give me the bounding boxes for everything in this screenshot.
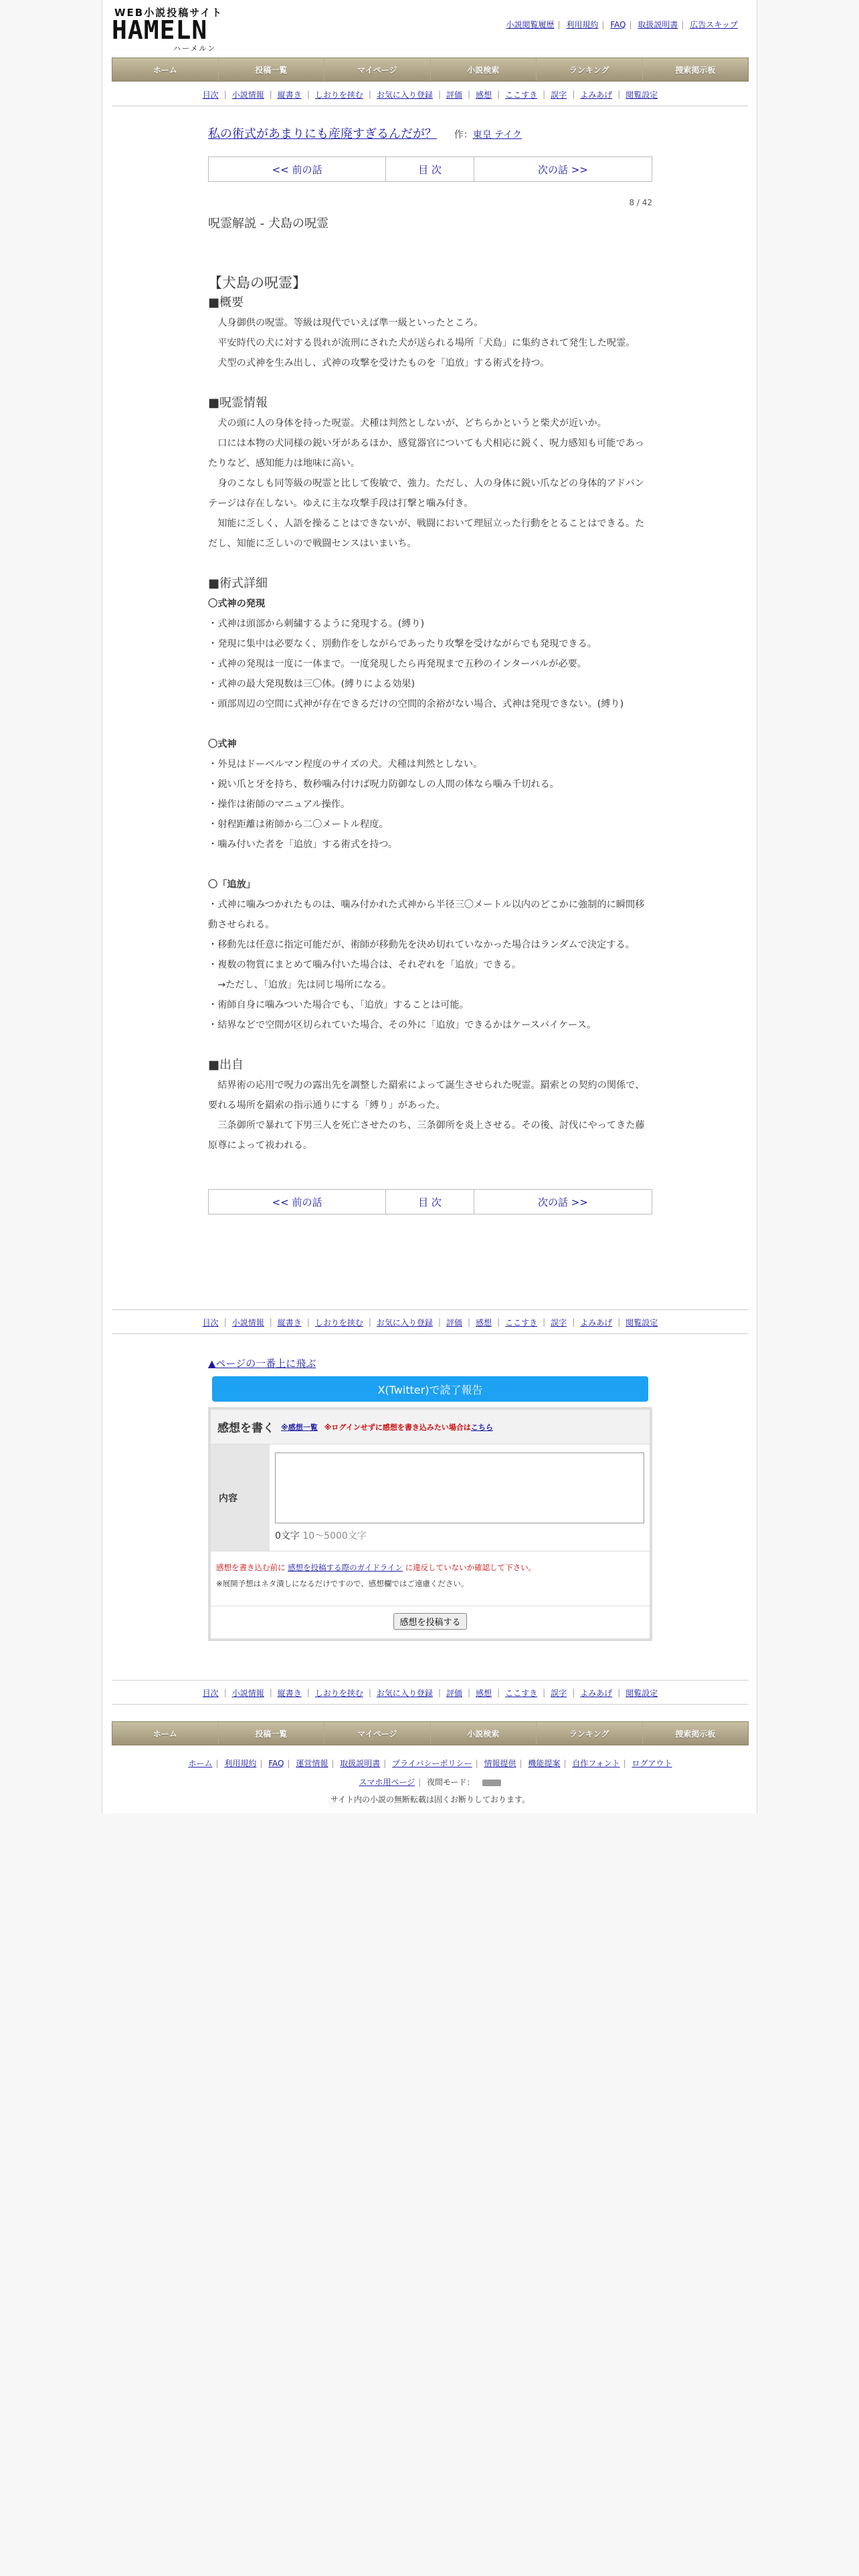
episode-count: 8 / 42: [629, 198, 652, 207]
footer-operator-link[interactable]: 運営情報: [296, 1759, 328, 1768]
footer-faq-link[interactable]: FAQ: [268, 1759, 284, 1768]
nav-posts[interactable]: 投稿一覧: [219, 1722, 325, 1745]
body-line: ・式神は頭部から刺繍するように発現する。(縛り): [208, 619, 425, 629]
footer-info-link[interactable]: 情報提供: [484, 1759, 516, 1768]
site-logo[interactable]: [112, 5, 260, 53]
novel-sub-nav: 目次 | 小説情報 | 縦書き | しおりを挟む | お気に入り登録 | 評価 | 感想 | ここすき | 誤字 | よみあげ | 閲覧設定: [202, 90, 658, 100]
char-count: 0文字 10～5000文字: [275, 1531, 367, 1541]
body-line: ■概要: [208, 296, 244, 310]
footer-home-link[interactable]: ホーム: [188, 1759, 213, 1768]
episode-pager-bottom: [208, 1189, 652, 1214]
logo-text: HAMELN: [112, 15, 208, 45]
body-line: [208, 554, 652, 574]
body-line: ■術式詳細: [208, 576, 268, 591]
body-line: 平安時代の犬に対する畏れが流刑にされた犬が送られる場所「犬島」に集約されて発生した呪霊。: [208, 338, 636, 348]
prev-episode-button[interactable]: << 前の話: [209, 157, 386, 181]
subnav-favorite[interactable]: お気に入り登録: [376, 1317, 433, 1327]
footer-manual-link[interactable]: 取扱説明書: [340, 1759, 381, 1768]
night-mode-toggle[interactable]: [482, 1780, 501, 1786]
subnav-favorite[interactable]: お気に入り登録: [376, 90, 433, 100]
nav-home[interactable]: ホーム: [112, 1722, 219, 1745]
terms-link[interactable]: 利用規約: [566, 20, 599, 29]
page-container: [102, 0, 757, 1814]
novel-sub-nav-bottom: 目次 | 小説情報 | 縦書き | しおりを挟む | お気に入り登録 | 評価 | 感想 | ここすき | 誤字 | よみあげ | 閲覧設定: [202, 1317, 658, 1327]
history-link[interactable]: 小説閲覧履歴: [506, 20, 555, 29]
body-line: ・式神の発現は一度に一体まで。一度発現したら再発現まで五秒のインターバルが必要。: [208, 659, 587, 669]
comment-title: 感想を書く: [217, 1422, 274, 1435]
spoiler-note: ※展開予想はネタ潰しになるだけですので、感想欄ではご遠慮ください。: [216, 1579, 469, 1588]
content-label: 内容: [211, 1444, 270, 1551]
body-line: 知能に乏しく、人語を操ることはできないが、戦闘において理屈立った行動をとることはできる。ただし、知能に乏しいので戦闘センスはいまいち。: [208, 518, 645, 549]
body-line: ・術師自身に噛みついた場合でも、「追放」することは可能。: [208, 1000, 469, 1010]
next-episode-button[interactable]: 次の話 >>: [537, 163, 588, 176]
body-line: [208, 373, 652, 393]
copyright-notice: サイト内の小説の無断転載は固くお断りしております。: [330, 1795, 531, 1804]
subnav-typo[interactable]: 誤字: [551, 90, 567, 100]
body-line: ■出自: [208, 1058, 244, 1072]
faq-link[interactable]: FAQ: [610, 20, 626, 29]
divider: [112, 1333, 749, 1334]
guideline-link[interactable]: 感想を投稿する際のガイドライン: [288, 1563, 403, 1572]
body-line: 三条御所で暴れて下男三人を死亡させたのち、三条御所を炎上させる。その後、討伐にやってきた藤原尊によって祓われる。: [208, 1120, 645, 1151]
comment-content-row: [211, 1444, 650, 1551]
novel-sub-nav-footer: 目次 | 小説情報 | 縦書き | しおりを挟む | お気に入り登録 | 評価 | 感想 | ここすき | 誤字 | よみあげ | 閲覧設定: [202, 1688, 658, 1698]
body-line: 身のこなしも同等級の呪霊と比して俊敏で、強力。ただし、人の身体に鋭い爪などの身体的アドバンテージは存在しない。ゆえに主な攻撃手段は打撃と噛み付き。: [208, 478, 645, 509]
body-line: [208, 714, 652, 734]
subnav-toc[interactable]: 目次: [202, 1317, 219, 1327]
ad-skip-link[interactable]: 広告スキップ: [690, 20, 738, 29]
top-links: 小説閲覧履歴 | 利用規約 | FAQ | 取扱説明書 | 広告スキップ: [506, 20, 738, 29]
next-episode-button[interactable]: 次の話 >>: [537, 1196, 588, 1208]
divider: [112, 1680, 749, 1681]
body-line: 口には本物の犬同様の鋭い牙があるほか、感覚器官についても犬相応に鋭く、呪力感知も可能であったりなど、感知能力は地味に高い。: [208, 438, 644, 469]
comment-notes: 感想を書き込む前に 感想を投稿する際のガイドライン に違反していないか確認して下さい。 ※展開予想はネタ潰しになるだけですので、感想欄ではご遠慮ください。: [211, 1551, 650, 1606]
footer-mode-row: スマホ用ページ | 夜間モード：: [112, 1776, 749, 1788]
nav-mypage[interactable]: マイページ: [324, 1722, 431, 1745]
subnav-rating[interactable]: 評価: [446, 1688, 462, 1698]
global-nav-footer: [112, 1721, 749, 1745]
body-line: ・結界などで空間が区切られていた場合、その外に「追放」できるかはケースバイケース。: [208, 1020, 597, 1031]
body-line: 犬の頭に人の身体を持った呪霊。犬種は判然としないが、どちらかというと柴犬が近いか。: [208, 418, 607, 429]
body-line: ・式神に噛みつかれたものは、噛み付かれた式神から半径三〇メートル以内のどこかに強制的に瞬間移動させられる。: [208, 899, 645, 930]
body-line: 〇式神: [208, 739, 237, 750]
subnav-bookmark[interactable]: しおりを挟む: [314, 1688, 363, 1698]
divider: [112, 1704, 749, 1705]
toc-button[interactable]: 目 次: [386, 157, 474, 181]
page-top-link[interactable]: ▲ページの一番上に飛ぶ: [208, 1358, 316, 1370]
subnav-rating[interactable]: 評価: [446, 1317, 462, 1327]
body-line: 【犬島の呪霊】: [208, 275, 306, 291]
nav-board[interactable]: 捜索掲示板: [675, 65, 716, 75]
subnav-kokosuki[interactable]: ここすき: [505, 1317, 538, 1327]
episode-pager-top: [208, 156, 652, 182]
footer-links: ホーム | 利用規約 | FAQ | 運営情報 | 取扱説明書 | プライバシーポリシー | 情報提供 | 機能提案 | 自作フォント | ログアウト: [188, 1759, 672, 1768]
body-line: ・鋭い爪と牙を持ち、数秒噛み付けば呪力防御なしの人間の体なら噛み千切れる。: [208, 779, 559, 790]
author-label: 作：東皇 テイク: [454, 130, 522, 140]
subnav-info[interactable]: 小説情報: [231, 1317, 264, 1327]
subnav-readaloud[interactable]: よみあげ: [580, 1688, 613, 1698]
subnav-comments[interactable]: 感想: [476, 1688, 492, 1698]
guest-comment-link[interactable]: こちら: [470, 1422, 493, 1432]
subnav-favorite[interactable]: お気に入り登録: [376, 1688, 433, 1698]
body-line: ・外見はドーベルマン程度のサイズの犬。犬種は判然としない。: [208, 759, 483, 770]
smartphone-link[interactable]: スマホ用ページ: [359, 1778, 415, 1787]
guest-notice: ※ログインせずに感想を書き込みたい場合はこちら: [324, 1422, 493, 1432]
manual-link[interactable]: 取扱説明書: [638, 20, 678, 29]
global-nav: [112, 58, 749, 82]
body-line: 犬型の式神を生み出し、式神の攻撃を受けたものを「追放」する術式を持つ。: [208, 358, 550, 368]
subnav-toc[interactable]: 目次: [202, 1688, 219, 1698]
subnav-settings[interactable]: 閲覧設定: [626, 1688, 658, 1698]
subnav-info[interactable]: 小説情報: [231, 90, 264, 100]
x-share-button[interactable]: X(Twitter)で読了報告: [212, 1376, 648, 1402]
footer-feature-link[interactable]: 機能提案: [528, 1759, 561, 1768]
body-line: [208, 1035, 652, 1055]
divider: [112, 1309, 749, 1310]
nav-search[interactable]: 小説検索: [431, 58, 537, 81]
footer-terms-link[interactable]: 利用規約: [224, 1759, 257, 1768]
subnav-toc[interactable]: 目次: [202, 90, 219, 100]
novel-title[interactable]: 私の術式があまりにも産廃すぎるんだが？: [208, 127, 437, 141]
nav-ranking[interactable]: ランキング: [537, 58, 643, 81]
logo-kana: ハーメルン: [173, 44, 217, 53]
body-line: ・式神の最大発現数は三〇体。(縛りによる効果): [208, 679, 415, 689]
comment-header: [211, 1410, 650, 1444]
nav-posts[interactable]: 投稿一覧: [219, 58, 325, 81]
subnav-comments[interactable]: 感想: [476, 1317, 492, 1327]
body-line: ・射程距離は術師から二〇メートル程度。: [208, 819, 389, 830]
body-line: ・発現に集中は必要なく、別動作をしながらであったり攻撃を受けながらでも発現できる。: [208, 639, 597, 649]
author-link[interactable]: 東皇 テイク: [472, 130, 522, 140]
body-line: →ただし、「追放」先は同じ場所になる。: [208, 980, 392, 990]
subnav-typo[interactable]: 誤字: [551, 1688, 567, 1698]
subnav-info[interactable]: 小説情報: [231, 1688, 264, 1698]
body-line: ・操作は術師のマニュアル操作。: [208, 799, 351, 810]
nav-ranking[interactable]: ランキング: [537, 1722, 643, 1745]
body-line: ■呪霊情報: [208, 396, 268, 410]
subnav-comments[interactable]: 感想: [476, 90, 492, 100]
footer-logout-link[interactable]: ログアウト: [632, 1759, 672, 1768]
toc-button[interactable]: 目 次: [386, 1190, 474, 1214]
subnav-typo[interactable]: 誤字: [551, 1317, 567, 1327]
episode-body: [208, 253, 652, 1156]
nav-home[interactable]: ホーム: [112, 58, 219, 81]
body-line: [208, 253, 652, 273]
body-line: ・複数の物質にまとめて噛み付いた場合は、それぞれを「追放」できる。: [208, 960, 522, 970]
body-line: 人身御供の呪霊。等級は現代でいえば準一級といったところ。: [208, 318, 484, 328]
subnav-readaloud[interactable]: よみあげ: [580, 1317, 613, 1327]
submit-comment-button[interactable]: 感想を投稿する: [393, 1613, 466, 1630]
subnav-bookmark[interactable]: しおりを挟む: [314, 1317, 363, 1327]
subnav-vertical[interactable]: 縦書き: [277, 1688, 302, 1698]
subnav-vertical[interactable]: 縦書き: [277, 1317, 302, 1327]
episode-subtitle: 呪霊解説 - 犬島の呪霊: [208, 217, 328, 231]
novel-title-row: [208, 124, 656, 142]
comment-textarea[interactable]: [275, 1453, 644, 1523]
footer-privacy-link[interactable]: プライバシーポリシー: [392, 1759, 472, 1768]
nav-mypage[interactable]: マイページ: [324, 58, 431, 81]
subnav-settings[interactable]: 閲覧設定: [626, 1317, 658, 1327]
prev-episode-button[interactable]: << 前の話: [209, 1190, 386, 1214]
body-line: [208, 855, 652, 875]
comment-list-link[interactable]: ※感想一覧: [281, 1422, 318, 1432]
subnav-rating[interactable]: 評価: [446, 90, 462, 100]
night-mode-label: 夜間モード：: [427, 1778, 475, 1787]
footer-font-link[interactable]: 自作フォント: [572, 1759, 620, 1768]
body-line: 〇「追放」: [208, 879, 256, 890]
body-line: ・頭部周辺の空間に式神が存在できるだけの空間的余裕がない場合、式神は発現できない。(縛り): [208, 699, 624, 710]
site-tagline: WEB小説投稿サイト: [114, 7, 223, 19]
nav-board[interactable]: 捜索掲示板: [675, 1729, 716, 1739]
body-line: 結界術の応用で呪力の露出先を調整した羂索によって誕生させられた呪霊。羂索との契約の関係で、要れる場所を羂索の指示通りにする「縛り」があった。: [208, 1080, 645, 1111]
body-line: ・移動先は任意に指定可能だが、術師が移動先を決め切れていなかった場合はランダムで決定する。: [208, 940, 635, 950]
subnav-readaloud[interactable]: よみあげ: [580, 90, 613, 100]
subnav-settings[interactable]: 閲覧設定: [626, 90, 658, 100]
subnav-bookmark[interactable]: しおりを挟む: [314, 90, 363, 100]
body-line: ・噛み付いた者を「追放」する術式を持つ。: [208, 839, 398, 850]
body-line: 〇式神の発現: [208, 599, 266, 609]
nav-search[interactable]: 小説検索: [431, 1722, 537, 1745]
subnav-kokosuki[interactable]: ここすき: [505, 1688, 538, 1698]
subnav-vertical[interactable]: 縦書き: [277, 90, 302, 100]
subnav-kokosuki[interactable]: ここすき: [505, 90, 538, 100]
comment-form: [208, 1407, 652, 1641]
